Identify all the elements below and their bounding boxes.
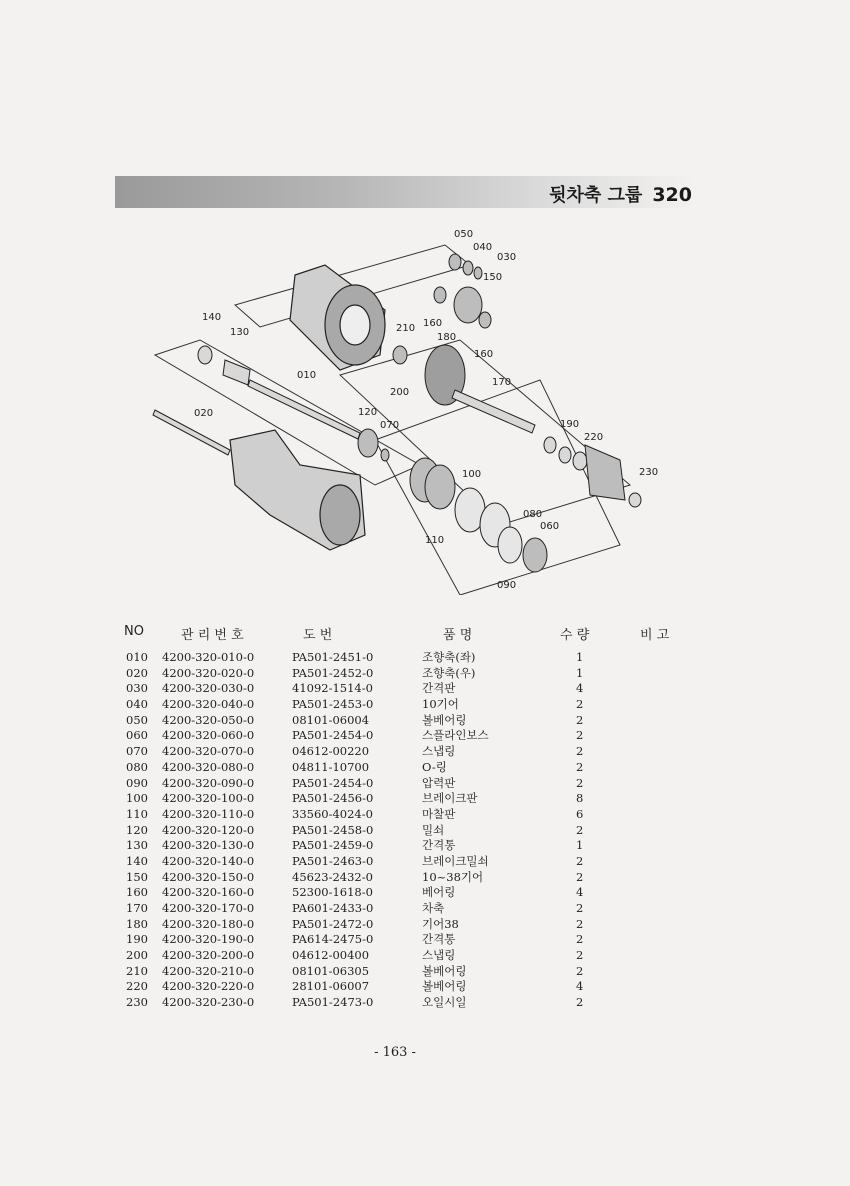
cell-quantity: 2 xyxy=(576,869,584,884)
cell-no: 040 xyxy=(126,697,148,712)
cell-drawing-number: 04811-10700 xyxy=(292,759,370,774)
cell-management-number: 4200-320-080-0 xyxy=(162,759,255,774)
cell-quantity: 2 xyxy=(576,744,584,759)
cell-part-name: 밀쇠 xyxy=(422,822,445,837)
table-row xyxy=(0,964,850,980)
table-row xyxy=(0,744,850,760)
cell-management-number: 4200-320-230-0 xyxy=(162,995,255,1010)
cell-management-number: 4200-320-200-0 xyxy=(162,948,255,963)
callout-030: 030 xyxy=(497,252,517,263)
cell-drawing-number: PA501-2453-0 xyxy=(292,697,374,712)
cell-management-number: 4200-320-020-0 xyxy=(162,665,255,680)
callout-020: 020 xyxy=(194,408,214,419)
cell-drawing-number: 41092-1514-0 xyxy=(292,681,373,696)
cell-drawing-number: 08101-06004 xyxy=(292,712,370,727)
cell-part-name: 간격통 xyxy=(422,838,456,853)
table-row xyxy=(0,995,850,1011)
table-row xyxy=(0,760,850,776)
cell-management-number: 4200-320-220-0 xyxy=(162,979,255,994)
cell-no: 140 xyxy=(126,853,148,868)
table-row xyxy=(0,932,850,948)
cell-management-number: 4200-320-070-0 xyxy=(162,744,255,759)
table-row xyxy=(0,666,850,682)
cell-part-name: 간격통 xyxy=(422,932,456,947)
cell-quantity: 2 xyxy=(576,712,584,727)
callout-130: 130 xyxy=(230,327,250,338)
cell-management-number: 4200-320-130-0 xyxy=(162,838,255,853)
callout-160: 160 xyxy=(423,318,443,329)
col-management-number: 관 리 번 호 xyxy=(181,628,244,643)
col-remarks: 비 고 xyxy=(640,628,670,643)
cell-no: 190 xyxy=(126,932,148,947)
cell-management-number: 4200-320-160-0 xyxy=(162,885,255,900)
cell-no: 110 xyxy=(126,806,148,821)
cell-quantity: 2 xyxy=(576,822,584,837)
cell-quantity: 6 xyxy=(576,806,584,821)
exploded-parts-diagram xyxy=(140,225,680,595)
table-row xyxy=(0,713,850,729)
cell-part-name: 볼베어링 xyxy=(422,963,467,978)
cell-drawing-number: 52300-1618-0 xyxy=(292,885,373,900)
cell-no: 180 xyxy=(126,916,148,931)
cell-management-number: 4200-320-140-0 xyxy=(162,853,255,868)
cell-quantity: 2 xyxy=(576,775,584,790)
cell-drawing-number: 33560-4024-0 xyxy=(292,806,373,821)
callout-190: 190 xyxy=(560,419,580,430)
callout-180: 180 xyxy=(437,332,457,343)
cell-quantity: 1 xyxy=(576,665,584,680)
cell-quantity: 1 xyxy=(576,650,584,664)
table-row xyxy=(0,697,850,713)
cell-management-number: 4200-320-150-0 xyxy=(162,869,255,884)
cell-management-number: 4200-320-030-0 xyxy=(162,681,255,696)
cell-management-number: 4200-320-040-0 xyxy=(162,697,255,712)
cell-no: 050 xyxy=(126,712,148,727)
callout-090: 090 xyxy=(497,580,517,591)
cell-quantity: 4 xyxy=(576,979,584,994)
cell-management-number: 4200-320-170-0 xyxy=(162,901,255,915)
cell-no: 060 xyxy=(126,728,148,743)
table-row xyxy=(0,885,850,901)
col-drawing-number: 도 번 xyxy=(303,628,333,643)
cell-part-name: 차축 xyxy=(422,901,445,915)
cell-no: 080 xyxy=(126,759,148,774)
cell-quantity: 2 xyxy=(576,948,584,963)
table-row xyxy=(0,901,850,917)
col-no: NO xyxy=(124,624,144,639)
group-title: 뒷차축 그룹 xyxy=(549,185,643,206)
cell-part-name: 조향축(좌) xyxy=(422,650,476,664)
callout-050: 050 xyxy=(454,229,474,240)
cell-no: 170 xyxy=(126,901,148,915)
table-row xyxy=(0,681,850,697)
cell-part-name: 스냅링 xyxy=(422,744,456,759)
cell-no: 150 xyxy=(126,869,148,884)
cell-quantity: 2 xyxy=(576,963,584,978)
cell-quantity: 2 xyxy=(576,853,584,868)
callout-160: 160 xyxy=(474,349,494,360)
cell-part-name: 스플라인보스 xyxy=(422,728,489,743)
cell-part-name: 10~38기어 xyxy=(422,869,484,884)
cell-management-number: 4200-320-060-0 xyxy=(162,728,255,743)
cell-no: 160 xyxy=(126,885,148,900)
cell-quantity: 2 xyxy=(576,759,584,774)
cell-quantity: 8 xyxy=(576,791,584,806)
brake-pack xyxy=(358,429,547,572)
cell-no: 030 xyxy=(126,681,148,696)
cell-management-number: 4200-320-050-0 xyxy=(162,712,255,727)
callout-230: 230 xyxy=(639,467,659,478)
cell-part-name: 스냅링 xyxy=(422,948,456,963)
cell-no: 220 xyxy=(126,979,148,994)
axle-shaft xyxy=(452,390,641,507)
cell-management-number: 4200-320-110-0 xyxy=(162,806,255,821)
callout-220: 220 xyxy=(584,432,604,443)
cell-management-number: 4200-320-010-0 xyxy=(162,650,255,664)
cell-drawing-number: PA501-2456-0 xyxy=(292,791,374,806)
cell-no: 230 xyxy=(126,995,148,1010)
parts-table-header xyxy=(0,624,850,644)
cell-quantity: 2 xyxy=(576,728,584,743)
cell-drawing-number: PA501-2451-0 xyxy=(292,650,374,664)
cell-no: 100 xyxy=(126,791,148,806)
cell-part-name: 간격판 xyxy=(422,681,456,696)
col-quantity: 수 량 xyxy=(560,628,590,643)
cell-drawing-number: PA501-2452-0 xyxy=(292,665,374,680)
cell-drawing-number: 04612-00220 xyxy=(292,744,370,759)
callout-labels xyxy=(194,229,658,591)
cell-part-name: 10기어 xyxy=(422,697,459,712)
cell-no: 130 xyxy=(126,838,148,853)
cell-part-name: 브레이크밀쇠 xyxy=(422,853,489,868)
col-part-name: 품 명 xyxy=(443,628,473,643)
page-title xyxy=(549,181,692,207)
cell-part-name: 기어38 xyxy=(422,916,459,931)
cell-management-number: 4200-320-100-0 xyxy=(162,791,255,806)
table-row xyxy=(0,807,850,823)
group-number: 320 xyxy=(652,184,692,206)
table-row xyxy=(0,728,850,744)
cell-part-name: 볼베어링 xyxy=(422,979,467,994)
cell-drawing-number: 04612-00400 xyxy=(292,948,370,963)
cell-drawing-number: PA614-2475-0 xyxy=(292,932,374,947)
cell-drawing-number: PA501-2454-0 xyxy=(292,775,374,790)
cell-part-name: 베어링 xyxy=(422,885,456,900)
cell-no: 200 xyxy=(126,948,148,963)
axle-housing xyxy=(230,430,365,550)
cell-management-number: 4200-320-180-0 xyxy=(162,916,255,931)
cell-management-number: 4200-320-120-0 xyxy=(162,822,255,837)
cell-management-number: 4200-320-190-0 xyxy=(162,932,255,947)
cell-management-number: 4200-320-210-0 xyxy=(162,963,255,978)
callout-010: 010 xyxy=(297,370,317,381)
cell-part-name: 조향축(우) xyxy=(422,665,476,680)
callout-110: 110 xyxy=(425,535,445,546)
cell-part-name: 볼베어링 xyxy=(422,712,467,727)
table-row xyxy=(0,776,850,792)
cell-part-name: O-링 xyxy=(422,759,447,774)
table-row xyxy=(0,791,850,807)
cell-drawing-number: PA501-2472-0 xyxy=(292,916,374,931)
cell-no: 120 xyxy=(126,822,148,837)
cell-quantity: 2 xyxy=(576,932,584,947)
table-row xyxy=(0,948,850,964)
cell-drawing-number: 45623-2432-0 xyxy=(292,869,373,884)
cell-no: 010 xyxy=(126,650,148,664)
cell-drawing-number: PA501-2459-0 xyxy=(292,838,374,853)
table-row xyxy=(0,854,850,870)
callout-210: 210 xyxy=(396,323,416,334)
gear-case-housing xyxy=(290,265,385,370)
table-row xyxy=(0,823,850,839)
cell-drawing-number: PA501-2463-0 xyxy=(292,853,374,868)
cell-drawing-number: PA501-2458-0 xyxy=(292,822,374,837)
callout-150: 150 xyxy=(483,272,503,283)
cell-quantity: 4 xyxy=(576,885,584,900)
cell-part-name: 압력판 xyxy=(422,775,456,790)
table-row xyxy=(0,650,850,666)
cell-quantity: 2 xyxy=(576,901,584,915)
cell-no: 090 xyxy=(126,775,148,790)
cell-drawing-number: PA501-2454-0 xyxy=(292,728,374,743)
callout-060: 060 xyxy=(540,521,560,532)
table-row xyxy=(0,979,850,995)
callout-200: 200 xyxy=(390,387,410,398)
cell-quantity: 1 xyxy=(576,838,584,853)
table-row xyxy=(0,838,850,854)
callout-170: 170 xyxy=(492,377,512,388)
table-row xyxy=(0,917,850,933)
cell-management-number: 4200-320-090-0 xyxy=(162,775,255,790)
callout-100: 100 xyxy=(462,469,482,480)
callout-070: 070 xyxy=(380,420,400,431)
cell-drawing-number: PA601-2433-0 xyxy=(292,901,374,915)
callout-080: 080 xyxy=(523,509,543,520)
cell-drawing-number: 08101-06305 xyxy=(292,963,370,978)
cell-drawing-number: 28101-06007 xyxy=(292,979,370,994)
table-row xyxy=(0,870,850,886)
cell-quantity: 2 xyxy=(576,916,584,931)
cell-no: 210 xyxy=(126,963,148,978)
callout-040: 040 xyxy=(473,242,493,253)
page-number: - 163 - xyxy=(374,1045,416,1060)
cell-no: 070 xyxy=(126,744,148,759)
cell-no: 020 xyxy=(126,665,148,680)
cell-drawing-number: PA501-2473-0 xyxy=(292,995,374,1010)
callout-140: 140 xyxy=(202,312,222,323)
cell-quantity: 2 xyxy=(576,995,584,1010)
cell-part-name: 마찰판 xyxy=(422,806,456,821)
cell-quantity: 2 xyxy=(576,697,584,712)
cell-quantity: 4 xyxy=(576,681,584,696)
cell-part-name: 오일시일 xyxy=(422,995,467,1010)
cell-part-name: 브레이크판 xyxy=(422,791,478,806)
callout-120: 120 xyxy=(358,407,378,418)
parts-table-body xyxy=(0,650,850,1011)
